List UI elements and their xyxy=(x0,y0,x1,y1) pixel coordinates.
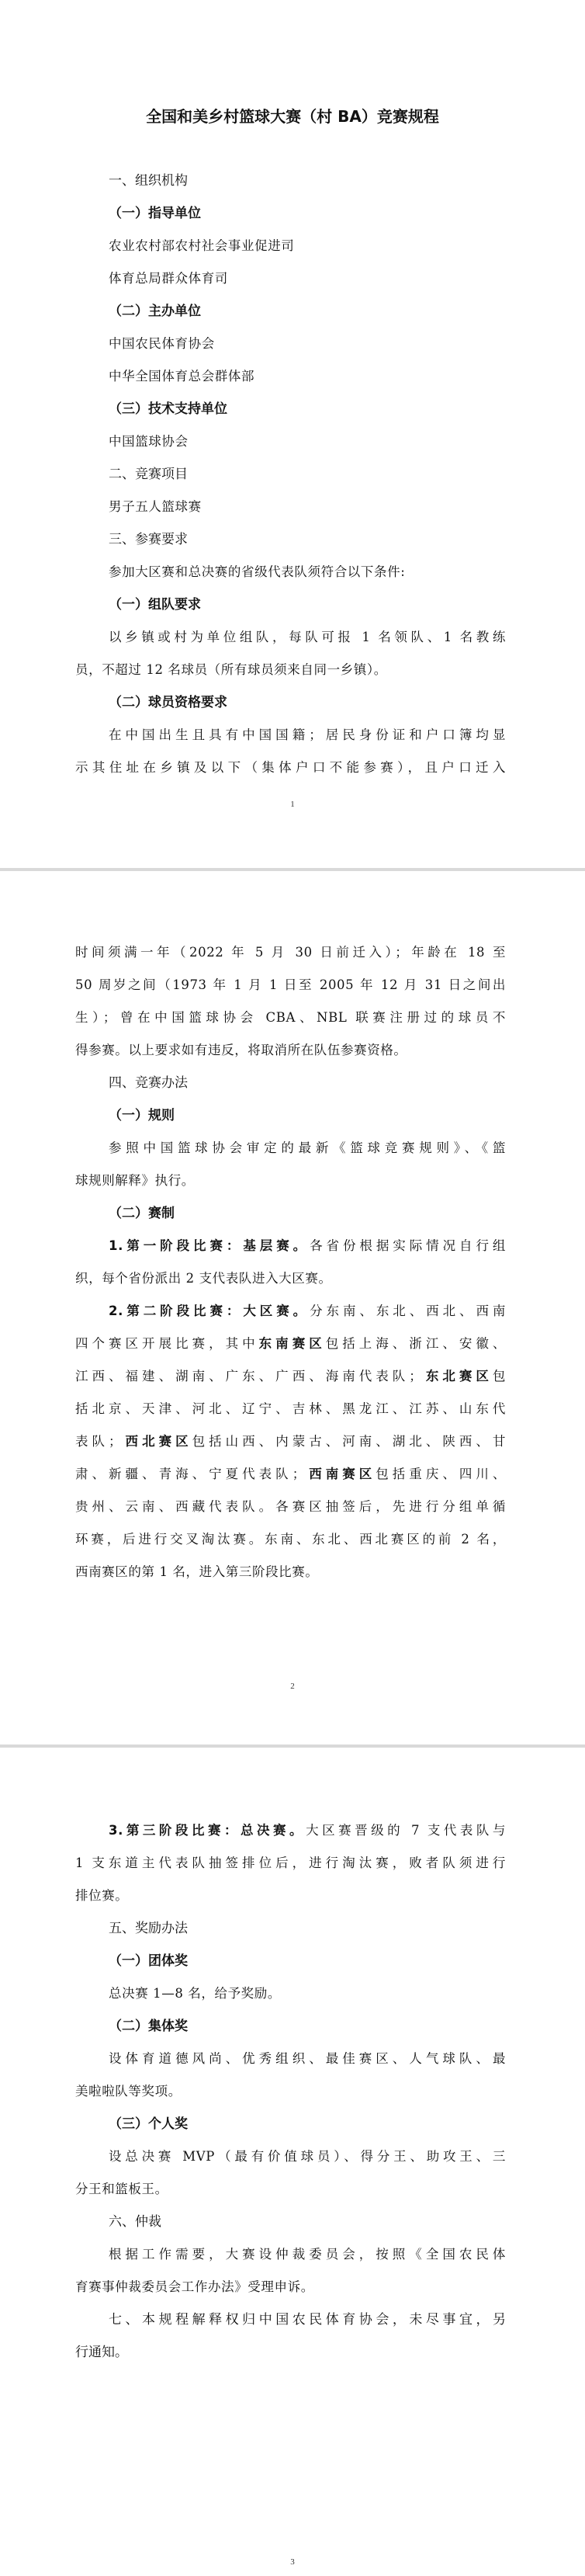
paragraph-line: 中国农民体育协会 xyxy=(109,336,215,351)
paragraph-line: 参照中国篮球协会审定的最新《篮球竞赛规则》、《篮 xyxy=(109,1140,506,1155)
paragraph-line: 农业农村部农村社会事业促进司 xyxy=(109,238,295,253)
bold-text: 3.第三阶段比赛：总决赛。 xyxy=(109,1823,306,1838)
paragraph-line: 育赛事仲裁委员会工作办法》受理申诉。 xyxy=(75,2279,314,2294)
paragraph-line: 中国篮球协会 xyxy=(109,434,189,449)
text-span: 表队； xyxy=(75,1434,123,1449)
paragraph-line xyxy=(75,1432,506,1451)
section-heading: 一、组织机构 xyxy=(109,173,188,189)
paragraph-line: 排位赛。 xyxy=(75,1888,129,1903)
paragraph-line: 体育总局群众体育司 xyxy=(109,271,228,286)
paragraph-line: 中华全国体育总会群体部 xyxy=(109,369,255,384)
paragraph-line: 西南赛区的第 1 名，进入第三阶段比赛。 xyxy=(75,1564,319,1579)
page-number: 2 xyxy=(290,1682,295,1691)
paragraph-line: 环赛，后进行交叉淘汰赛。东南、东北、西北赛区的前 2 名， xyxy=(75,1532,506,1547)
bold-text: 1.第一阶段比赛：基层赛。 xyxy=(109,1238,310,1253)
paragraph-line: 员，不超过 12 名球员（所有球员须来自同一乡镇）。 xyxy=(75,662,387,677)
paragraph-line: 括北京、天津、河北、辽宁、吉林、黑龙江、江苏、山东代 xyxy=(75,1401,506,1416)
text-span: 包 xyxy=(492,1369,506,1383)
subsection-heading: （一）组队要求 xyxy=(109,597,201,613)
subsection-heading: （二）集体奖 xyxy=(109,2019,188,2034)
text-span: 四个赛区开展比赛，其中 xyxy=(75,1336,259,1351)
subsection-heading: （三）技术支持单位 xyxy=(109,401,227,417)
paragraph-line: 根据工作需要，大赛设仲裁委员会，按照《全国农民体 xyxy=(109,2247,506,2262)
subsection-heading: （二）主办单位 xyxy=(109,304,201,319)
text-span: 分东南、东北、西北、西南 xyxy=(310,1304,506,1318)
subsection-heading: （三）个人奖 xyxy=(109,2116,188,2132)
paragraph-line: 示其住址在乡镇及以下（集体户口不能参赛），且户口迁入 xyxy=(75,760,506,775)
bold-text: 西北赛区 xyxy=(122,1434,192,1449)
paragraph-line: 球规则解释》执行。 xyxy=(75,1173,195,1188)
section-heading: 六、仲裁 xyxy=(109,2214,161,2230)
text-span: 江西、福建、湖南、广东、广西、海南代表队； xyxy=(75,1369,423,1383)
bold-text: 2.第二阶段比赛：大区赛。 xyxy=(109,1304,310,1318)
paragraph-line: 设总决赛 MVP（最有价值球员）、得分王、助攻王、三 xyxy=(109,2149,506,2164)
paragraph-line xyxy=(109,1237,506,1255)
text-span: 大区赛晋级的 7 支代表队与 xyxy=(306,1823,506,1838)
paragraph-line: 男子五人篮球赛 xyxy=(109,499,202,514)
paragraph-line: 总决赛 1—8 名，给予奖励。 xyxy=(109,1986,281,2001)
paragraph-line: 得参赛。以上要求如有违反，将取消所在队伍参赛资格。 xyxy=(75,1043,407,1057)
paragraph-line: 贵州、云南、西藏代表队。各赛区抽签后，先进行分组单循 xyxy=(75,1499,506,1514)
paragraph-line: 以乡镇或村为单位组队，每队可报 1 名领队、1 名教练 xyxy=(109,630,506,644)
subsection-heading: （二）球员资格要求 xyxy=(109,695,227,710)
paragraph-line: 分王和篮板王。 xyxy=(75,2182,168,2196)
section-heading: 七、本规程解释权归中国农民体育协会，未尽事宜，另 xyxy=(109,2312,506,2328)
paragraph-line: 时间须满一年（2022 年 5 月 30 日前迁入）；年龄在 18 至 xyxy=(75,945,506,960)
text-span: 肃、新疆、青海、宁夏代表队； xyxy=(75,1467,306,1481)
text-span: 包括上海、浙江、安徽、 xyxy=(325,1336,506,1351)
text-span: 包括山西、内蒙古、河南、湖北、陕西、甘 xyxy=(192,1434,506,1449)
section-heading: 三、参赛要求 xyxy=(109,532,188,547)
subsection-heading: （一）规则 xyxy=(109,1108,175,1123)
paragraph-line xyxy=(75,1367,506,1386)
paragraph-line: 50 周岁之间（1973 年 1 月 1 日至 2005 年 12 月 31 日之间出 xyxy=(75,977,506,992)
subsection-heading: （一）团体奖 xyxy=(109,1953,188,1969)
paragraph-line xyxy=(75,1335,506,1353)
document-title: 全国和美乡村篮球大赛（村 BA）竞赛规程 xyxy=(146,107,439,126)
paragraph-line xyxy=(75,1465,506,1484)
page-number: 3 xyxy=(290,2557,295,2567)
subsection-heading: （二）赛制 xyxy=(109,1206,175,1221)
page-number: 1 xyxy=(290,800,295,809)
bold-text: 西南赛区 xyxy=(305,1467,376,1481)
paragraph-line: 参加大区赛和总决赛的省级代表队须符合以下条件: xyxy=(109,564,406,579)
section-heading: 二、竞赛项目 xyxy=(109,467,188,482)
text-span: 各省份根据实际情况自行组 xyxy=(310,1238,506,1253)
paragraph-line: 设体育道德风尚、优秀组织、最佳赛区、人气球队、最 xyxy=(109,2051,506,2066)
paragraph-line: 织，每个省份派出 2 支代表队进入大区赛。 xyxy=(75,1271,332,1286)
paragraph-line: 生）；曾在中国篮球协会 CBA、NBL 联赛注册过的球员不 xyxy=(75,1010,506,1025)
paragraph-line: 美啦啦队等奖项。 xyxy=(75,2084,182,2099)
text-span: 包括重庆、四川、 xyxy=(376,1467,506,1481)
section-heading: 五、奖励办法 xyxy=(109,1921,188,1936)
section-heading: 行通知。 xyxy=(75,2345,128,2360)
paragraph-line: 1 支东道主代表队抽签排位后，进行淘汰赛，败者队须进行 xyxy=(75,1856,506,1870)
paragraph-line xyxy=(109,1302,506,1321)
paragraph-line: 在中国出生且具有中国国籍；居民身份证和户口簿均显 xyxy=(109,727,506,742)
bold-text: 东北赛区 xyxy=(422,1369,493,1383)
paragraph-line xyxy=(109,1821,506,1840)
subsection-heading: （一）指导单位 xyxy=(109,206,201,221)
section-heading: 四、竞赛办法 xyxy=(109,1075,188,1091)
bold-text: 东南赛区 xyxy=(258,1336,326,1351)
